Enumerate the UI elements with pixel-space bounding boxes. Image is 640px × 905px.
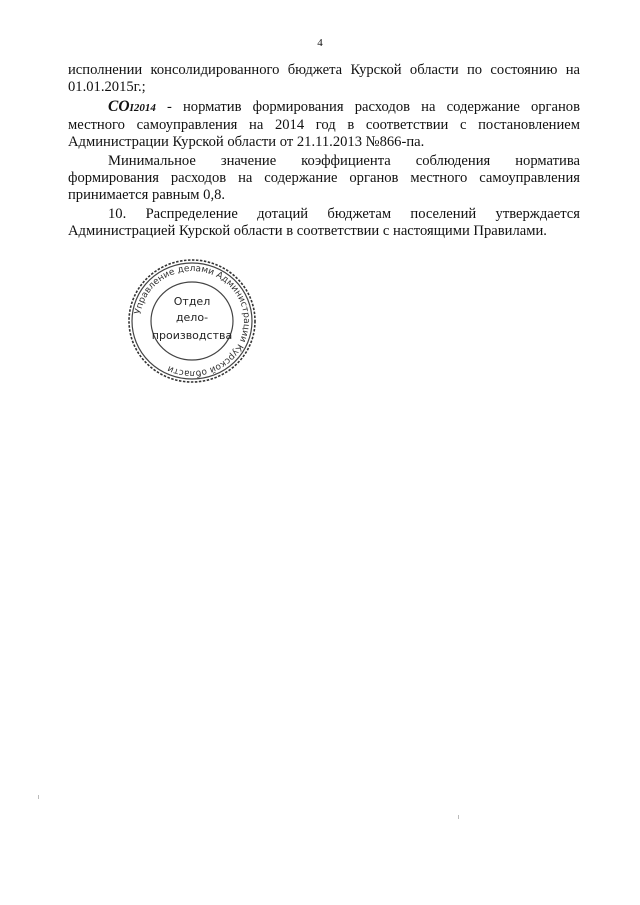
paragraph-norm-definition <box>68 98 580 151</box>
variable-symbol: СО <box>108 98 130 115</box>
stamp-ring-text: Управление делами Администрации Курской области <box>133 263 252 379</box>
scan-speck <box>38 795 39 799</box>
norm-definition-text: - норматив формирования расходов на содержание органов местного самоуправления на 2014 год в соответствии с постановлением Администрации Курской области от 21.11.2013 №866-па. <box>68 99 580 150</box>
document-body <box>68 62 580 242</box>
stamp-center-line3: производства <box>151 329 233 342</box>
page-number: 4 <box>317 37 323 49</box>
variable-name <box>108 98 156 115</box>
stamp-center-line2: дело- <box>175 311 209 324</box>
variable-subscript: I2014 <box>129 102 156 114</box>
paragraph-distribution: 10. Распределение дотаций бюджетам поселений утверждается Администрацией Курской области в соответствии с настоящими Правилами. <box>68 206 580 239</box>
paragraph-minimum-coefficient: Минимальное значение коэффициента соблюдения норматива формирования расходов на содержание органов местного самоуправления принимается равным 0,8. <box>68 153 580 203</box>
stamp-graphic <box>126 257 258 385</box>
stamp-center-line1: Отдел <box>173 295 211 308</box>
office-stamp <box>126 257 258 385</box>
paragraph-budget-execution: исполнении консолидированного бюджета Курской области по состоянию на 01.01.2015г.; <box>68 62 580 95</box>
scan-speck <box>458 815 459 819</box>
